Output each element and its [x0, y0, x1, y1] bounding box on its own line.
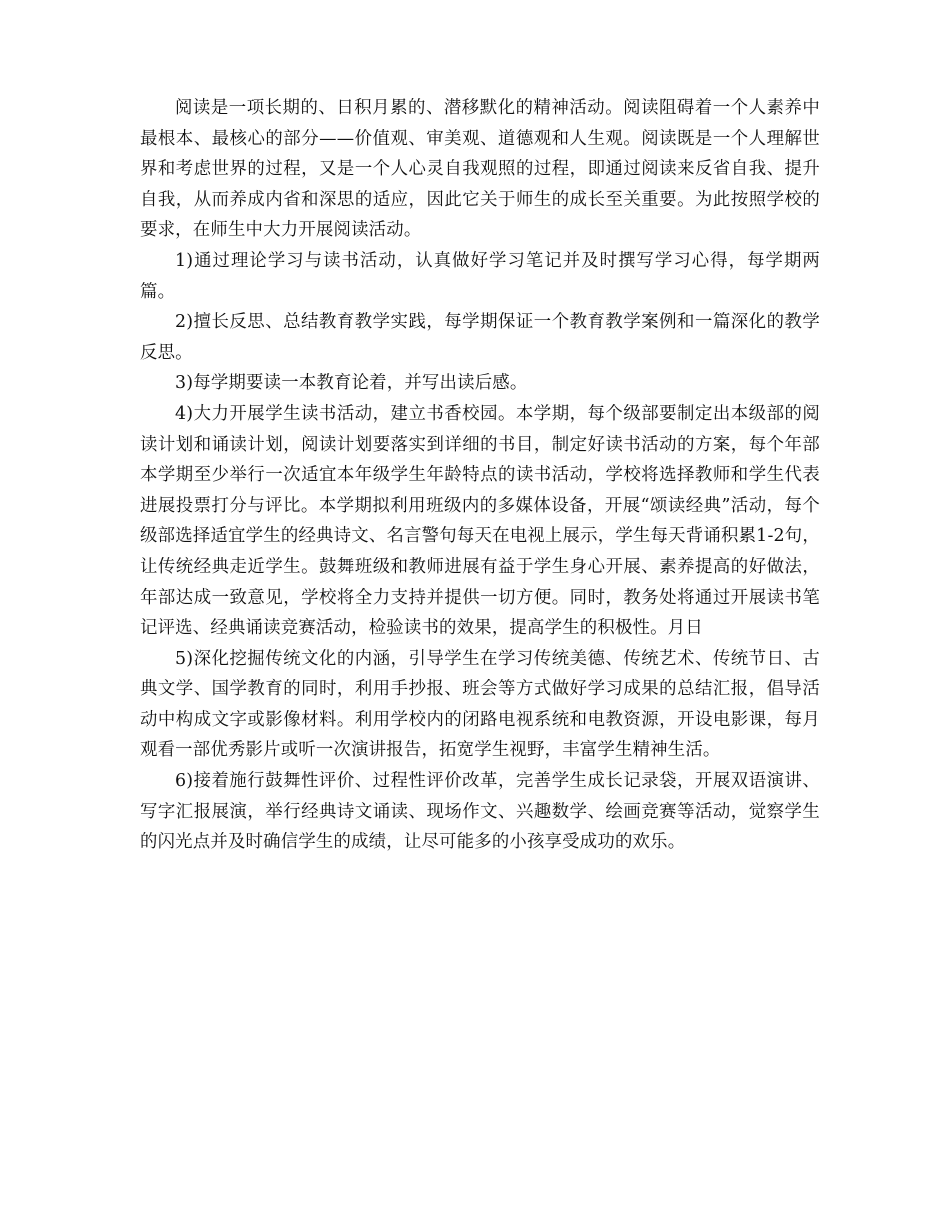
list-item-5: 5)深化挖掘传统文化的内涵，引导学生在学习传统美德、传统艺术、传统节日、古典文学、国学教育的同时，利用手抄报、班会等方式做好学习成果的总结汇报，倡导活动中构成文字或影像材料。利用学校内的闭路电视系统和电教资源，开设电影课，每月观看一部优秀影片或听一次演讲报告，拓宽学生视野，丰富学生精神生活。 — [140, 648, 820, 761]
list-item-1: 1)通过理论学习与读书活动，认真做好学习笔记并及时撰写学习心得，每学期两篇。 — [140, 250, 820, 302]
list-item-2: 2)擅长反思、总结教育教学实践，每学期保证一个教育教学案例和一篇深化的教学反思。 — [140, 312, 820, 363]
list-item-4: 4)大力开展学生读书活动，建立书香校园。本学期，每个级部要制定出本级部的阅读计划和诵读计划，阅读计划要落实到详细的书目，制定好读书活动的方案，每个年部本学期至少举行一次适宜本年级学生年龄特点的读书活动，学校将选择教师和学生代表进展投票打分与评比。本学期拟利用班级内的多媒体设备，开展“颂读经典”活动，每个级部选择适宜学生的经典诗文、名言警句每天在电视上展示，学生每天背诵积累1-2句，让传统经典走近学生。鼓舞班级和教师进展有益于学生身心开展、素养提高的好做法，年部达成一致意见，学校将全力支持并提供一切方便。同时，教务处将通过开展读书笔记评选、经典诵读竞赛活动，检验读书的效果，提高学生的积极性。月日 — [140, 403, 820, 639]
list-item-3: 3)每学期要读一本教育论着，并写出读后感。 — [175, 373, 528, 394]
list-item-6: 6)接着施行鼓舞性评价、过程性评价改革，完善学生成长记录袋，开展双语演讲、写字汇报展演，举行经典诗文诵读、现场作文、兴趣数学、绘画竞赛等活动，觉察学生的闪光点并及时确信学生的成绩，让尽可能多的小孩享受成功的欢乐。 — [140, 771, 820, 853]
intro-paragraph: 阅读是一项长期的、日积月累的、潜移默化的精神活动。阅读阻碍着一个人素养中最根本、最核心的部分——价值观、审美观、道德观和人生观。阅读既是一个人理解世界和考虑世界的过程，又是一个人心灵自我观照的过程，即通过阅读来反省自我、提升自我，从而养成内省和深思的适应，因此它关于师生的成长至关重要。为此按照学校的要求，在师生中大力开展阅读活动。 — [140, 98, 820, 241]
